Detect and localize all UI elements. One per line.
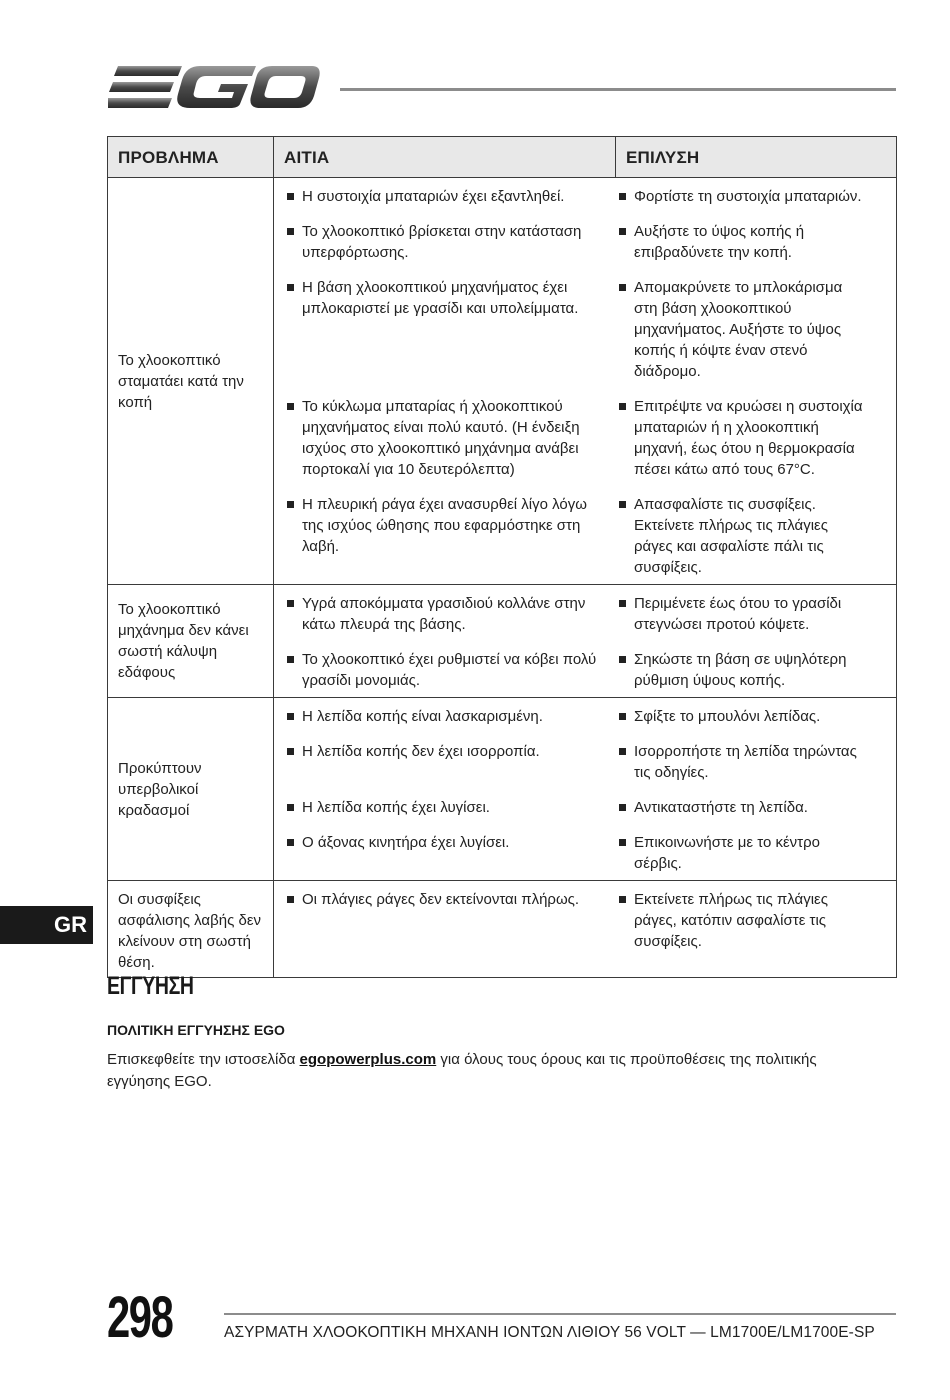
solution-item: Εκτείνετε πλήρως τις πλάγιες ράγες, κατόπιν ασφαλίστε τις συσφίξεις. xyxy=(616,889,877,952)
cause-solution-pair xyxy=(284,889,886,952)
problem-cell: Προκύπτουν υπερβολικοί κραδασμοί xyxy=(108,698,274,881)
warranty-policy-title: ΠΟΛΙΤΙΚΗ ΕΓΓΥΗΣΗΣ EGO xyxy=(107,1022,285,1038)
footer-product-title: ΑΣΥΡΜΑΤΗ ΧΛΟΟΚΟΠΤΙΚΗ ΜΗΧΑΝΗ ΙΟΝΤΩΝ ΛΙΘΙΟΥ 56 VOLT — LM1700E/LM1700E-SP xyxy=(224,1324,875,1341)
solution-item: Απασφαλίστε τις συσφίξεις. Εκτείνετε πλήρως τις πλάγιες ράγες και ασφαλίστε πάλι τις συσφίξεις. xyxy=(616,494,877,578)
cause-solution-pair xyxy=(284,186,886,207)
cause-solution-pair xyxy=(284,221,886,263)
cause-item: Η λεπίδα κοπής δεν έχει ισορροπία. xyxy=(284,741,606,762)
table-row xyxy=(108,881,897,978)
row-items xyxy=(274,698,897,881)
cause-solution-pair xyxy=(284,649,886,691)
cause-solution-pair xyxy=(284,277,886,382)
cause-solution-pair xyxy=(284,396,886,480)
policy-text-before: Επισκεφθείτε την ιστοσελίδα xyxy=(107,1051,300,1068)
cause-solution-pair xyxy=(284,593,886,635)
cause-item: Υγρά αποκόμματα γρασιδιού κολλάνε στην κάτω πλευρά της βάσης. xyxy=(284,593,606,635)
ego-logo xyxy=(108,60,320,114)
troubleshooting-table xyxy=(107,136,897,978)
solution-item: Επιτρέψτε να κρυώσει η συστοιχία μπαταριών ή η χλοοκοπτική μηχανή, έως ότου η θερμοκρασία πέσει κάτω από τους 67°C. xyxy=(616,396,877,480)
solution-item: Σφίξτε το μπουλόνι λεπίδας. xyxy=(616,706,877,727)
table-row xyxy=(108,178,897,585)
language-tab: GR xyxy=(0,906,93,944)
cause-item: Η βάση χλοοκοπτικού μηχανήματος έχει μπλοκαριστεί με γρασίδι και υπολείμματα. xyxy=(284,277,606,319)
cause-solution-pair xyxy=(284,741,886,783)
solution-item: Περιμένετε έως ότου το γρασίδι στεγνώσει προτού κόψετε. xyxy=(616,593,877,635)
table-header-row xyxy=(108,137,897,178)
warranty-website-link[interactable]: egopowerplus.com xyxy=(299,1051,437,1068)
policy-text-after: για όλους τους όρους και τις προϋποθέσεις της πολιτικής εγγύησης EGO. xyxy=(107,1051,817,1090)
problem-cell: Το χλοοκοπτικό σταματάει κατά την κοπή xyxy=(108,178,274,585)
cause-item: Η λεπίδα κοπής είναι λασκαρισμένη. xyxy=(284,706,606,727)
problem-cell: Οι συσφίξεις ασφάλισης λαβής δεν κλείνουν στη σωστή θέση. xyxy=(108,881,274,978)
cause-item: Το χλοοκοπτικό έχει ρυθμιστεί να κόβει πολύ γρασίδι μονομιάς. xyxy=(284,649,606,691)
warranty-policy-text xyxy=(107,1049,882,1093)
warranty-heading: ΕΓΓΥΗΣΗ xyxy=(107,972,194,1000)
header-solution: ΕΠΙΛΥΣΗ xyxy=(616,137,897,178)
solution-item: Αντικαταστήστε τη λεπίδα. xyxy=(616,797,877,818)
row-items xyxy=(274,178,897,585)
table-row xyxy=(108,698,897,881)
header-cause: ΑΙΤΙΑ xyxy=(274,137,616,178)
table-row xyxy=(108,585,897,698)
footer-rule xyxy=(224,1313,896,1315)
cause-item: Το χλοοκοπτικό βρίσκεται στην κατάσταση υπερφόρτωσης. xyxy=(284,221,606,263)
cause-item: Η συστοιχία μπαταριών έχει εξαντληθεί. xyxy=(284,186,606,207)
cause-solution-pair xyxy=(284,797,886,818)
cause-item: Το κύκλωμα μπαταρίας ή χλοοκοπτικού μηχανήματος είναι πολύ καυτό. (Η ένδειξη ισχύος στο χλοοκοπτικό μηχάνημα ανάβει πορτοκαλί για 10 δευτερόλεπτα) xyxy=(284,396,606,480)
cause-item: Οι πλάγιες ράγες δεν εκτείνονται πλήρως. xyxy=(284,889,606,910)
cause-item: Ο άξονας κινητήρα έχει λυγίσει. xyxy=(284,832,606,853)
cause-item: Η πλευρική ράγα έχει ανασυρθεί λίγο λόγω της ισχύος ώθησης που εφαρμόστηκε στη λαβή. xyxy=(284,494,606,557)
page-number: 298 xyxy=(107,1285,173,1350)
solution-item: Αυξήστε το ύψος κοπής ή επιβραδύνετε την κοπή. xyxy=(616,221,877,263)
row-items xyxy=(274,881,897,978)
solution-item: Επικοινωνήστε με το κέντρο σέρβις. xyxy=(616,832,877,874)
header-problem: ΠΡΟΒΛΗΜΑ xyxy=(108,137,274,178)
solution-item: Απομακρύνετε το μπλοκάρισμα στη βάση χλοοκοπτικού μηχανήματος. Αυξήστε το ύψος κοπής ή κόψτε έναν στενό διάδρομο. xyxy=(616,277,877,382)
row-items xyxy=(274,585,897,698)
solution-item: Σηκώστε τη βάση σε υψηλότερη ρύθμιση ύψους κοπής. xyxy=(616,649,877,691)
cause-solution-pair xyxy=(284,706,886,727)
problem-cell: Το χλοοκοπτικό μηχάνημα δεν κάνει σωστή κάλυψη εδάφους xyxy=(108,585,274,698)
solution-item: Φορτίστε τη συστοιχία μπαταριών. xyxy=(616,186,877,207)
cause-item: Η λεπίδα κοπής έχει λυγίσει. xyxy=(284,797,606,818)
cause-solution-pair xyxy=(284,494,886,578)
solution-item: Ισορροπήστε τη λεπίδα τηρώντας τις οδηγίες. xyxy=(616,741,877,783)
cause-solution-pair xyxy=(284,832,886,874)
header-rule xyxy=(340,88,896,91)
